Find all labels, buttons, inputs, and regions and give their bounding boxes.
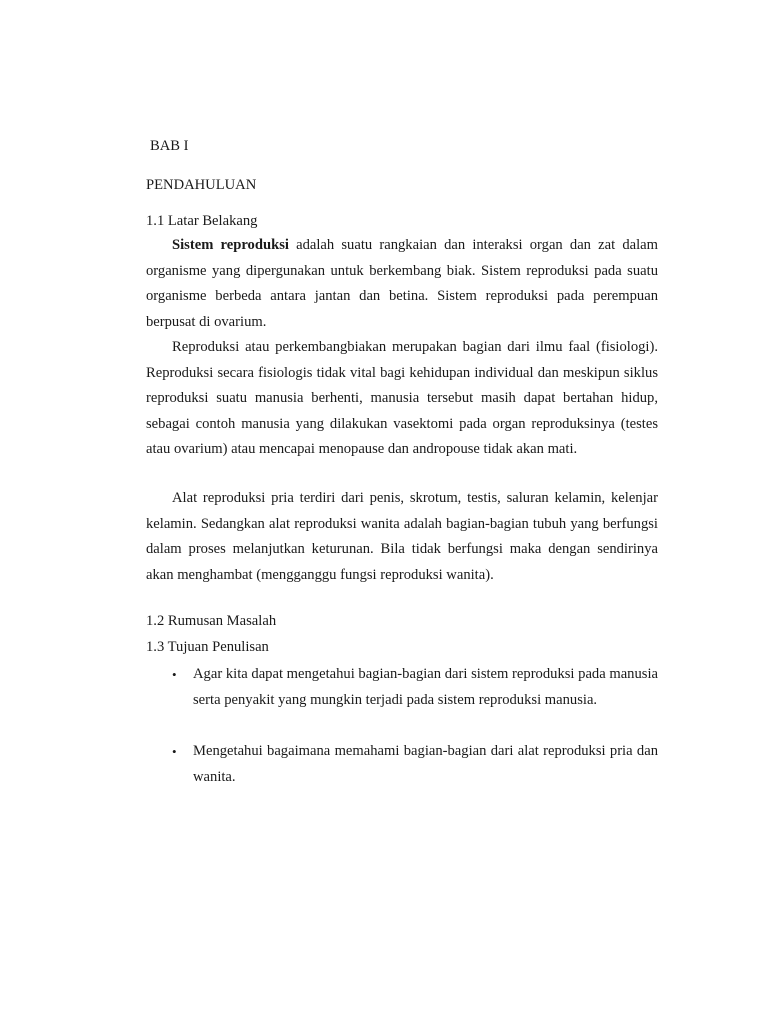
section-heading-latar-belakang: 1.1 Latar Belakang <box>146 213 258 229</box>
section-heading-rumusan-masalah: 1.2 Rumusan Masalah <box>146 613 277 629</box>
paragraph-text: Reproduksi atau perkembangbiakan merupakan bagian dari ilmu faal (fisiologi). Reproduksi secara fisiologis tidak vital bagi kehidupan individual dan meskipun siklus reproduksi suatu manusia berhenti, manusia tersebut masih dapat bertahan hidup, sebagai contoh manusia yang dilakukan vasektomi pada organ reproduksinya (testes atau ovarium) atau mencapai menopause dan andropouse tidak akan mati. <box>146 339 658 457</box>
chapter-title: PENDAHULUAN <box>146 177 257 193</box>
bold-term: Sistem reproduksi <box>172 237 289 253</box>
paragraph-alat-reproduksi <box>146 486 658 588</box>
bullet-icon: • <box>172 744 177 759</box>
paragraph-text: Alat reproduksi pria terdiri dari penis, skrotum, testis, saluran kelamin, kelenjar kelamin. Sedangkan alat reproduksi wanita adalah bagian-bagian tubuh yang berfungsi dalam proses melanjutkan keturunan. Bila tidak berfungsi maka dengan sendirinya akan menghambat (mengganggu fungsi reproduksi wanita). <box>146 490 658 583</box>
paragraph-reproduksi <box>146 335 658 463</box>
paragraph-sistem-reproduksi <box>146 233 658 335</box>
list-item-text: Agar kita dapat mengetahui bagian-bagian dari sistem reproduksi pada manusia serta penyakit yang mungkin terjadi pada sistem reproduksi manusia. <box>193 666 658 708</box>
paragraph-text: adalah suatu rangkaian dan interaksi organ dan zat dalam organisme yang dipergunakan untuk berkembang biak. Sistem reproduksi pada suatu organisme berbeda antara jantan dan betina. Sistem reproduksi pada perempuan berpusat di ovarium. <box>146 237 658 330</box>
list-item-text: Mengetahui bagaimana memahami bagian-bagian dari alat reproduksi pria dan wanita. <box>193 743 658 785</box>
section-heading-tujuan-penulisan: 1.3 Tujuan Penulisan <box>146 639 269 655</box>
chapter-number: BAB I <box>150 138 189 154</box>
bullet-icon: • <box>172 667 177 682</box>
